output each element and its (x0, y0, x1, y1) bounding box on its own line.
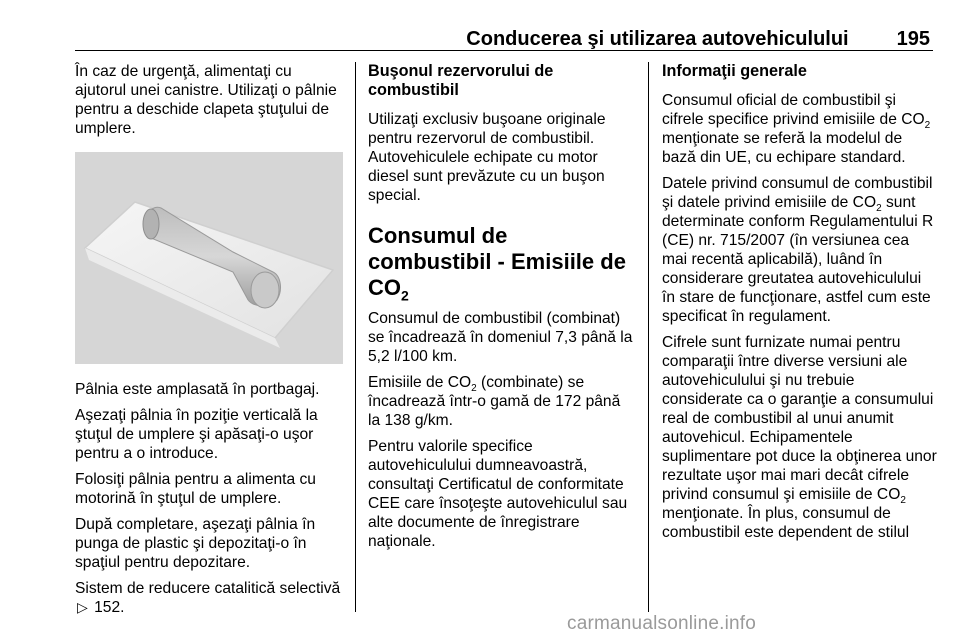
reference-arrow-icon: ▷ (77, 599, 88, 615)
page-header (75, 26, 930, 52)
subscript: 2 (876, 203, 882, 215)
text: menţionate se referă la modelul de bază din UE, cu echipare standard. (662, 130, 906, 166)
paragraph (662, 91, 938, 167)
subscript: 2 (401, 287, 409, 304)
heading-text: Consumul de combustibil - Emisiile de CO (368, 223, 626, 300)
paragraph (662, 174, 938, 326)
text: Datele privind consumul de combustibil şi datele privind emisiile de CO (662, 175, 933, 211)
section-heading: Informaţii generale (662, 62, 807, 80)
paragraph: Pâlnia este amplasată în portbagaj. (75, 381, 320, 398)
text: sunt determinate conform Regulamentului R (CE) nr. 715/2007 (în versiunea cea mai recentă aplicabilă), luând în considerare greutatea autovehiculului în stare de funcţionare, astfel cum este specificat în regulament. (662, 194, 934, 325)
column-left (75, 62, 343, 624)
reference-page[interactable]: 152. (94, 599, 125, 616)
paragraph (662, 333, 938, 542)
text: Cifrele sunt furnizate numai pentru comparaţii între diverse versiuni ale autovehiculului şi nu trebuie considerate ca o garanţie a consumului real de combustibil al unui anumit autovehicul. Echipamentele suplimentare pot duce la obţinerea unor rezultate uşor mai mari decât cifrele privind consumul şi emisiile de CO (662, 334, 937, 503)
column-divider (648, 62, 649, 612)
reference-paragraph (75, 579, 343, 617)
subscript: 2 (900, 495, 906, 507)
column-right (662, 62, 938, 549)
paragraph (368, 373, 636, 430)
section-heading: Buşonul rezervorului de combustibil (368, 62, 554, 99)
paragraph: După completare, aşezaţi pâlnia în punga de plastic şi depozitaţi-o în spaţiul pentru depozitare. (75, 516, 316, 571)
section-heading-large (368, 223, 636, 304)
page-number: 195 (896, 27, 930, 50)
reference-text: Sistem de reducere catalitică selectivă (75, 580, 341, 597)
text: Emisiile de CO (368, 374, 472, 391)
text: Consumul oficial de combustibil şi cifrele specifice privind emisiile de CO (662, 92, 925, 128)
paragraph: Aşezaţi pâlnia în poziţie verticală la ştuţul de umplere şi apăsaţi-o uşor pentru a o introduce. (75, 407, 318, 462)
intro-paragraph: În caz de urgenţă, alimentaţi cu ajutorul unei canistre. Utilizaţi o pâlnie pentru a deschide clapeta ştuţului de umplere. (75, 63, 337, 137)
text: menţionate. În plus, consumul de combustibil este dependent de stilul (662, 505, 910, 541)
funnel-in-bag-icon (75, 152, 343, 364)
column-middle (368, 62, 636, 558)
paragraph: Folosiţi pâlnia pentru a alimenta cu motorină în ştuţul de umplere. (75, 471, 316, 507)
paragraph: Consumul de combustibil (combinat) se încadrează în domeniul 7,3 până la 5,2 l/100 km. (368, 310, 633, 365)
chapter-title: Conducerea şi utilizarea autovehiculului (466, 27, 849, 50)
paragraph: Utilizaţi exclusiv buşoane originale pentru rezervorul de combustibil. Autovehiculele echipate cu motor diesel sunt prevăzute cu un buşon special. (368, 111, 606, 204)
paragraph: Pentru valorile specifice autovehiculului dumneavoastră, consultaţi Certificatul de conformitate CEE care însoţeşte autovehiculul sau alte documente de înregistrare naţionale. (368, 438, 628, 550)
watermark: carmanualsonline.info (567, 613, 757, 634)
text: (combinate) se încadrează într-o gamă de 172 până la 138 g/km. (368, 374, 621, 429)
header-rule (75, 50, 933, 51)
subscript: 2 (471, 383, 477, 395)
subscript: 2 (924, 120, 931, 132)
funnel-illustration (75, 152, 343, 364)
column-divider (355, 62, 356, 612)
